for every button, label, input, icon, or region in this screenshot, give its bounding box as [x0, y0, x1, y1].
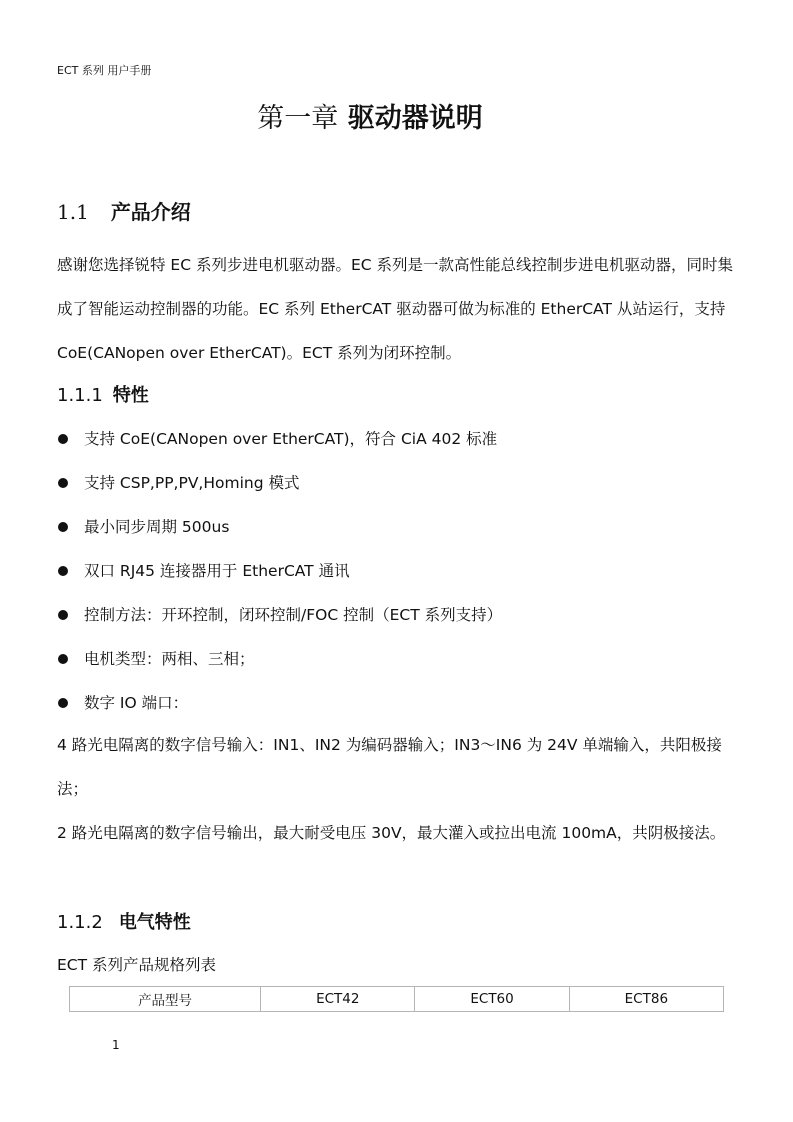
- io-inputs-paragraph: 4 路光电隔离的数字信号输入：IN1、IN2 为编码器输入；IN3～IN6 为 24V 单端输入，共阳极接法；: [57, 736, 722, 798]
- feature-item: [57, 593, 502, 637]
- feature-text: 双口 RJ45 连接器用于 EtherCAT 通讯: [84, 562, 350, 580]
- feature-item: [57, 549, 502, 593]
- section-title: 产品介绍: [110, 200, 191, 224]
- bullet-icon: [58, 698, 68, 708]
- bullet-icon: [58, 478, 68, 488]
- feature-item: [57, 461, 502, 505]
- chapter-title: [0, 96, 740, 135]
- table-header-row: [70, 987, 724, 1012]
- table-header-cell: ECT86: [569, 987, 723, 1012]
- table-header-cell: ECT60: [415, 987, 569, 1012]
- feature-text: 数字 IO 端口：: [84, 694, 189, 712]
- feature-item: [57, 681, 502, 725]
- section-number: 1.1: [57, 200, 89, 224]
- table-header-cell: 产品型号: [70, 987, 261, 1012]
- section-heading: [57, 196, 191, 225]
- io-outputs-paragraph: 2 路光电隔离的数字信号输出，最大耐受电压 30V，最大灌入或拉出电流 100mA，共阴极接法。: [57, 824, 726, 842]
- bullet-icon: [58, 610, 68, 620]
- feature-list: [57, 417, 502, 725]
- feature-item: [57, 637, 502, 681]
- features-heading: [57, 381, 149, 407]
- spec-table: [69, 986, 724, 1012]
- bullet-icon: [58, 522, 68, 532]
- feature-text: 最小同步周期 500us: [84, 518, 230, 536]
- feature-text: 支持 CoE(CANopen over EtherCAT)，符合 CiA 402 标准: [84, 430, 498, 448]
- features-number: 1.1.1: [57, 385, 103, 406]
- table-header-cell: ECT42: [261, 987, 415, 1012]
- feature-text: 电机类型：两相、三相；: [84, 650, 255, 668]
- chapter-prefix: 第一章: [257, 103, 339, 134]
- intro-paragraph: 感谢您选择锐特 EC 系列步进电机驱动器。EC 系列是一款高性能总线控制步进电机驱动器，同时集成了智能运动控制器的功能。EC 系列 EtherCAT 驱动器可做为标准的 EtherCAT 从站运行，支持 CoE(CANopen over EtherCAT)。ECT 系列为闭环控制。: [57, 256, 734, 362]
- table-caption: ECT 系列产品规格列表: [57, 956, 217, 974]
- feature-text: 支持 CSP,PP,PV,Homing 模式: [84, 474, 300, 492]
- electrical-number: 1.1.2: [57, 912, 103, 933]
- running-header: ECT 系列 用户手册: [57, 64, 152, 77]
- features-title: 特性: [112, 385, 149, 406]
- feature-item: [57, 417, 502, 461]
- page-number: 1: [112, 1038, 120, 1052]
- feature-text: 控制方法：开环控制，闭环控制/FOC 控制（ECT 系列支持）: [84, 606, 503, 624]
- bullet-icon: [58, 566, 68, 576]
- feature-item: [57, 505, 502, 549]
- bullet-icon: [58, 434, 68, 444]
- electrical-heading: [57, 908, 191, 934]
- bullet-icon: [58, 654, 68, 664]
- chapter-name: 驱动器说明: [347, 103, 483, 134]
- electrical-title: 电气特性: [118, 912, 191, 933]
